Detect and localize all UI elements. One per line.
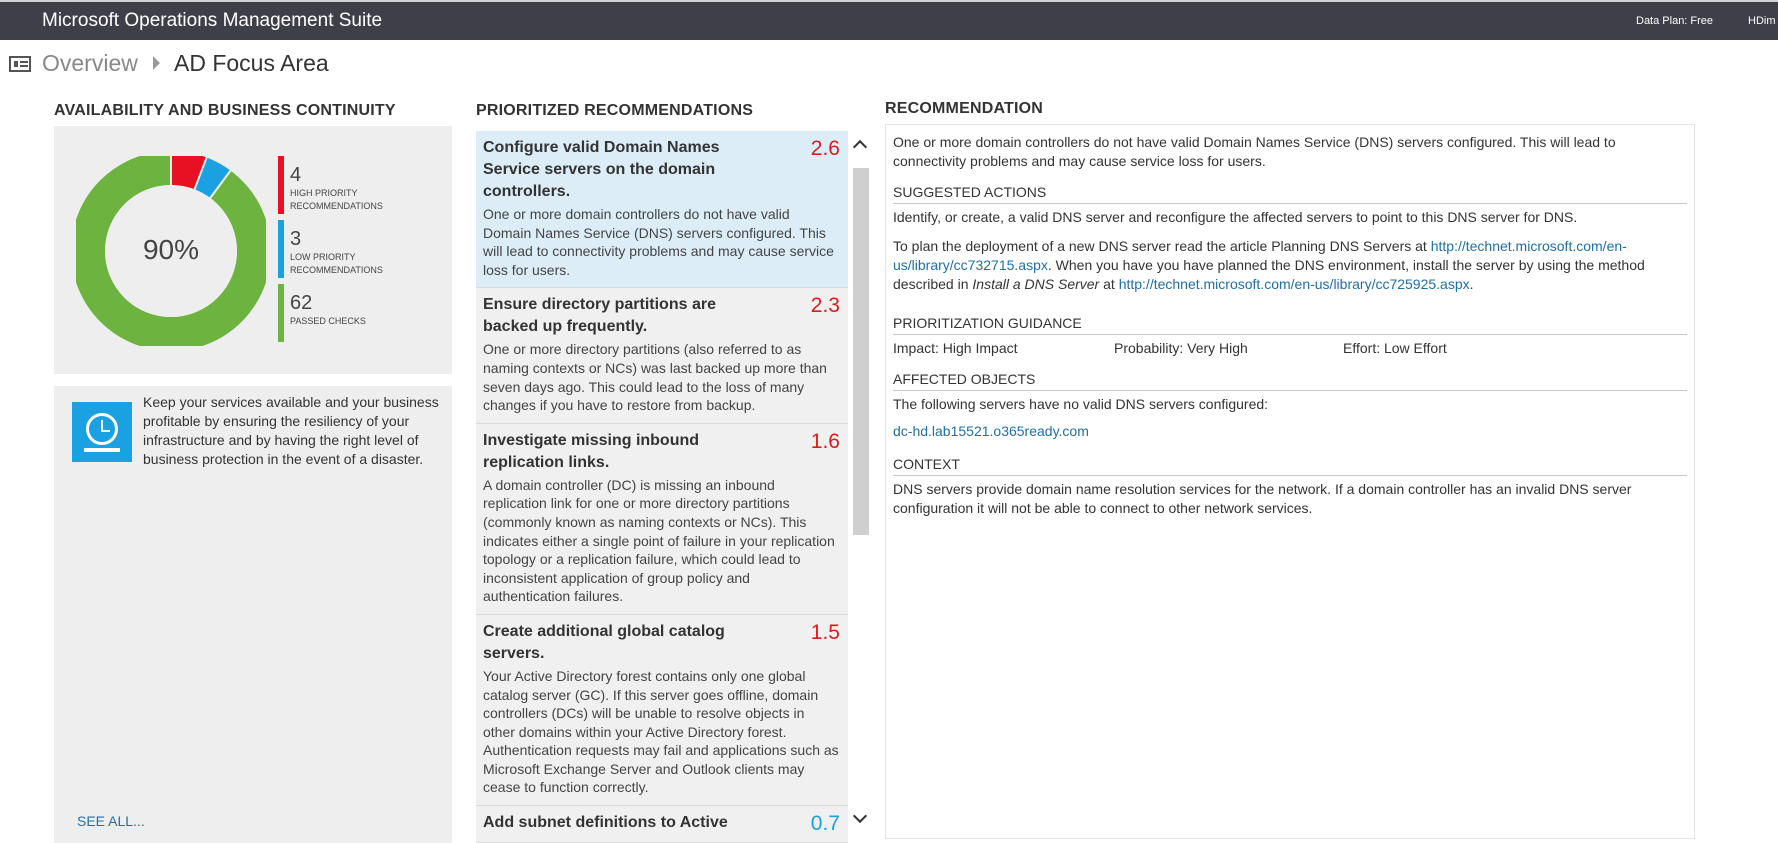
recommendation-item[interactable] [476,131,848,288]
affected-objects-text: The following servers have no valid DNS servers configured: [893,396,1269,412]
recommendation-item[interactable] [476,288,848,423]
recommendation-item[interactable] [476,806,848,843]
breadcrumb-arrow-icon [153,56,160,70]
recommendation-description: Your Active Directory forest contains only one global catalog server (GC). If this server goes offline, domain controllers (DCs) will be unable to resolve objects in other domains within your Active Directory forest. Authentication requests may fail and applications such as Microsoft Exchange Server and Outlook clients may cease to function correctly. [483,667,839,796]
impact-value: Impact: High Impact [893,340,1018,356]
suggested-actions-heading: SUGGESTED ACTIONS [893,183,1687,204]
context-text: DNS servers provide domain name resolution services for the network. If a domain controller has an invalid DNS server configuration it will not be able to connect to other network services. [893,481,1632,516]
plan-text: at [1099,276,1119,292]
plan-text: To plan the deployment of a new DNS server read the article Planning DNS Servers at [893,238,1431,254]
detail-summary: One or more domain controllers do not have valid Domain Names Service (DNS) servers configured. This will lead to connectivity problems and may cause service loss for users. [893,134,1616,169]
recommendation-score: 1.6 [810,429,840,453]
passed-count: 62 [290,292,313,314]
recommendation-title: Create additional global catalog servers. [483,622,725,662]
recommendation-title: Add subnet definitions to Active [483,814,728,832]
deployment-plan-text [893,237,1687,294]
legend-passed[interactable] [278,284,390,342]
availability-tile[interactable] [54,126,452,374]
recommendation-scrollbar[interactable] [852,135,870,825]
score-donut [76,156,266,346]
focus-area-info [54,386,452,843]
dashboard-icon[interactable] [9,56,31,72]
scroll-down-icon[interactable] [853,809,867,823]
high-priority-label: HIGH PRIORITY RECOMMENDATIONS [290,188,383,211]
install-dns-title: Install a DNS Server [972,276,1100,292]
suggested-actions-text: Identify, or create, a valid DNS server and reconfigure the affected servers to point to this DNS server for DNS. [893,209,1578,225]
breadcrumb-current: AD Focus Area [174,50,329,76]
passed-label: PASSED CHECKS [290,316,366,326]
legend-low-priority[interactable] [278,220,390,278]
affected-objects-heading: AFFECTED OBJECTS [893,370,1687,391]
top-bar [0,0,1778,40]
recommendation-description: A domain controller (DC) is missing an inbound replication link for one or more directory partitions (commonly known as naming contexts or NCs). This indicates either a single point of failure in your replication topology or a replication failure, which could lead to inconsistent application of group policy and authentication failures. [483,476,835,605]
low-priority-count: 3 [290,228,302,250]
recommendation-score: 0.7 [810,812,840,836]
planning-dns-link[interactable]: http://technet.microsoft.com/en-us/library/cc732715.aspx [893,238,1627,273]
legend-bar-low [278,220,284,278]
recommendation-title: Investigate missing inbound replication links. [483,431,700,471]
recommendation-detail-title: RECOMMENDATION [885,100,1044,117]
app-title[interactable]: Microsoft Operations Management Suite [42,10,383,31]
breadcrumb-overview[interactable]: Overview [42,50,138,76]
legend-bar-passed [278,284,284,342]
score-percent: 90% [142,234,200,265]
recommendation-title: Configure valid Domain Names Service servers on the domain controllers. [483,139,720,200]
data-plan[interactable]: Data Plan: Free [1636,15,1714,27]
recommendations-title: PRIORITIZED RECOMMENDATIONS [476,102,754,119]
affected-server-link[interactable]: dc-hd.lab15521.o365ready.com [893,423,1089,439]
legend-high-priority[interactable] [278,156,390,214]
recommendation-item[interactable] [476,424,848,615]
recommendation-description: One or more domain controllers do not have valid Domain Names Service (DNS) servers configured. This will lead to connectivity problems and may cause service loss for users. [483,206,834,278]
prioritization-guidance [893,339,1687,358]
plan-text: . When you have you have planned the DNS environment, install the server by using the method described in [893,257,1645,292]
clock-icon [72,402,132,462]
scroll-up-icon[interactable] [853,140,867,154]
high-priority-count: 4 [290,164,302,186]
prioritization-guidance-heading: PRIORITIZATION GUIDANCE [893,314,1687,335]
context-heading: CONTEXT [893,455,1687,476]
focus-area-description: Keep your services available and your business profitable by ensuring the resiliency of your infrastructure and by having the right level of business protection in the event of a disaster. [143,394,439,467]
recommendation-list[interactable] [476,131,848,843]
recommendation-score: 2.6 [810,137,840,160]
recommendation-item[interactable] [476,615,848,806]
scroll-thumb[interactable] [853,168,869,535]
user-name[interactable]: HDim [1748,15,1776,27]
plan-text: . [1469,276,1474,292]
low-priority-label: LOW PRIORITY RECOMMENDATIONS [290,252,383,275]
recommendation-score: 2.3 [810,294,840,318]
recommendation-detail [885,124,1695,839]
legend-bar-high [278,156,284,214]
breadcrumb [0,46,1778,82]
availability-title: AVAILABILITY AND BUSINESS CONTINUITY [54,102,396,119]
effort-value: Effort: Low Effort [1343,340,1447,356]
probability-value: Probability: Very High [1114,340,1248,356]
recommendation-description: One or more directory partitions (also referred to as naming contexts or NCs) was last backed up more than seven days ago. This could lead to the loss of many changes if you have to restore from backup. [483,341,827,414]
install-dns-link[interactable]: http://technet.microsoft.com/en-us/library/cc725925.aspx [1118,276,1470,292]
recommendation-score: 1.5 [810,620,840,644]
recommendation-title: Ensure directory partitions are backed up frequently. [483,296,716,336]
see-all-link[interactable]: SEE ALL... [77,813,145,829]
